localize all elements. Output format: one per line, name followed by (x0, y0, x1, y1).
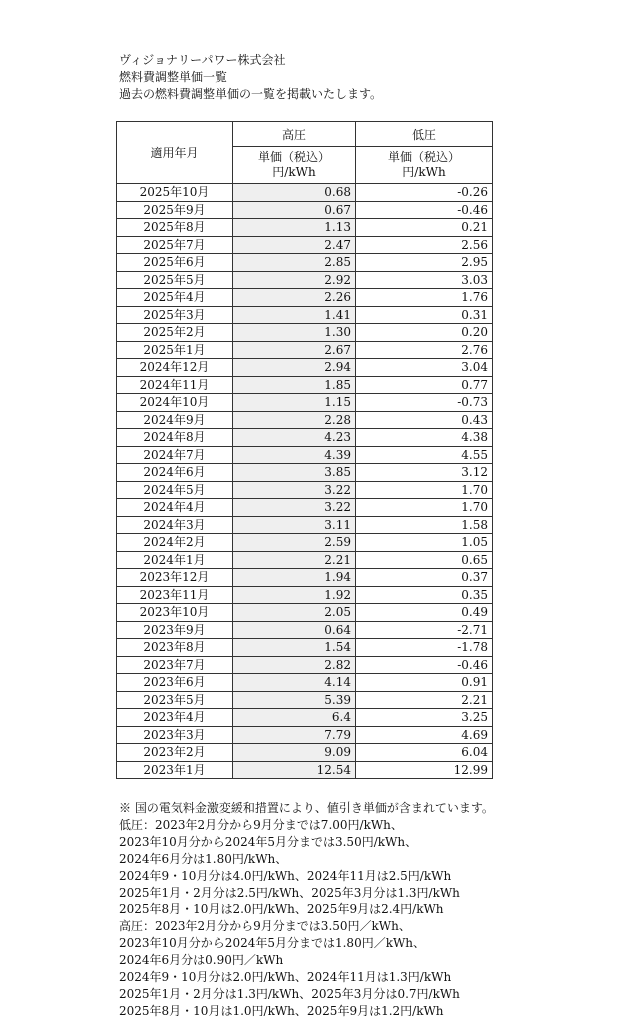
note-line: 2024年9・10月分は2.0円/kWh、2024年11月は1.3円/kWh (119, 970, 452, 985)
period-cell: 2023年10月 (117, 604, 233, 622)
period-cell: 2023年8月 (117, 639, 233, 657)
high-voltage-cell: 2.94 (233, 359, 356, 377)
table-row (117, 744, 493, 762)
table-row (117, 621, 493, 639)
period-cell: 2025年10月 (117, 184, 233, 202)
notes-section (119, 800, 494, 1020)
period-cell: 2024年1月 (117, 551, 233, 569)
period-cell: 2023年5月 (117, 691, 233, 709)
period-cell: 2023年1月 (117, 761, 233, 779)
low-voltage-cell: 1.05 (356, 534, 493, 552)
low-voltage-cell: 3.12 (356, 464, 493, 482)
high-voltage-cell: 1.85 (233, 376, 356, 394)
table-row (117, 271, 493, 289)
period-cell: 2024年3月 (117, 516, 233, 534)
low-voltage-cell: 0.91 (356, 674, 493, 692)
period-cell: 2025年5月 (117, 271, 233, 289)
period-cell: 2024年9月 (117, 411, 233, 429)
table-row (117, 254, 493, 272)
high-voltage-cell: 1.15 (233, 394, 356, 412)
period-cell: 2023年4月 (117, 709, 233, 727)
period-cell: 2024年8月 (117, 429, 233, 447)
low-voltage-cell: 0.35 (356, 586, 493, 604)
high-voltage-cell: 3.11 (233, 516, 356, 534)
table-row (117, 569, 493, 587)
table-row (117, 324, 493, 342)
table-row (117, 464, 493, 482)
note-line: ※ 国の電気料金激変緩和措置により、値引き単価が含まれています。 (119, 801, 494, 815)
period-cell: 2023年7月 (117, 656, 233, 674)
period-cell: 2023年12月 (117, 569, 233, 587)
low-voltage-cell: 2.76 (356, 341, 493, 359)
low-voltage-cell: -2.71 (356, 621, 493, 639)
high-voltage-cell: 1.30 (233, 324, 356, 342)
high-voltage-cell: 1.54 (233, 639, 356, 657)
low-voltage-cell: 1.76 (356, 289, 493, 307)
unit-header-high (233, 147, 356, 184)
column-header-period: 適用年月 (117, 122, 233, 184)
note-line: 2024年6月分は1.80円/kWh、 (119, 851, 288, 866)
period-cell: 2024年4月 (117, 499, 233, 517)
note-line: 2025年8月・10月は2.0円/kWh、2025年9月は2.4円/kWh (119, 902, 444, 917)
high-voltage-cell: 2.82 (233, 656, 356, 674)
high-voltage-cell: 2.28 (233, 411, 356, 429)
table-row (117, 376, 493, 394)
high-voltage-cell: 4.39 (233, 446, 356, 464)
company-name: ヴィジョナリーパワー株式会社 (119, 53, 286, 67)
low-voltage-cell: 2.56 (356, 236, 493, 254)
low-voltage-cell: 2.21 (356, 691, 493, 709)
period-cell: 2023年6月 (117, 674, 233, 692)
low-voltage-cell: 0.20 (356, 324, 493, 342)
table-row (117, 709, 493, 727)
period-cell: 2024年11月 (117, 376, 233, 394)
table-row (117, 726, 493, 744)
low-voltage-cell: -1.78 (356, 639, 493, 657)
period-cell: 2024年6月 (117, 464, 233, 482)
fuel-cost-adjustment-table (116, 121, 493, 779)
low-voltage-cell: 0.31 (356, 306, 493, 324)
note-line: 2023年10月分から2024年5月分までは1.80円／kWh、 (119, 936, 426, 951)
period-cell: 2024年10月 (117, 394, 233, 412)
high-voltage-cell: 1.41 (233, 306, 356, 324)
low-voltage-cell: 1.70 (356, 499, 493, 517)
high-voltage-cell: 0.67 (233, 201, 356, 219)
table-row (117, 481, 493, 499)
page-description: 過去の燃料費調整単価の一覧を掲載いたします。 (119, 87, 383, 101)
high-voltage-cell: 3.85 (233, 464, 356, 482)
low-voltage-cell: -0.46 (356, 201, 493, 219)
table-row (117, 359, 493, 377)
note-line: 2024年6月分は0.90円／kWh (119, 953, 284, 968)
high-voltage-cell: 4.23 (233, 429, 356, 447)
low-voltage-cell: 3.04 (356, 359, 493, 377)
low-voltage-cell: 3.03 (356, 271, 493, 289)
note-line: 2024年9・10月分は4.0円/kWh、2024年11月は2.5円/kWh (119, 868, 452, 883)
high-voltage-cell: 2.47 (233, 236, 356, 254)
low-voltage-cell: 0.21 (356, 219, 493, 237)
low-voltage-cell: 0.65 (356, 551, 493, 569)
high-voltage-cell: 0.68 (233, 184, 356, 202)
period-cell: 2023年2月 (117, 744, 233, 762)
low-voltage-cell: 0.77 (356, 376, 493, 394)
high-voltage-cell: 2.85 (233, 254, 356, 272)
high-voltage-cell: 2.05 (233, 604, 356, 622)
low-voltage-cell: 3.25 (356, 709, 493, 727)
period-cell: 2023年9月 (117, 621, 233, 639)
table-row (117, 184, 493, 202)
low-voltage-cell: -0.73 (356, 394, 493, 412)
period-cell: 2025年8月 (117, 219, 233, 237)
table-row (117, 306, 493, 324)
high-voltage-cell: 9.09 (233, 744, 356, 762)
high-voltage-cell: 2.59 (233, 534, 356, 552)
table-row (117, 674, 493, 692)
high-voltage-cell: 5.39 (233, 691, 356, 709)
table-row (117, 394, 493, 412)
low-voltage-cell: 0.37 (356, 569, 493, 587)
low-voltage-cell: 6.04 (356, 744, 493, 762)
period-cell: 2025年9月 (117, 201, 233, 219)
high-voltage-cell: 1.94 (233, 569, 356, 587)
table-row (117, 586, 493, 604)
table-row (117, 341, 493, 359)
high-voltage-cell: 4.14 (233, 674, 356, 692)
low-voltage-cell: 0.49 (356, 604, 493, 622)
low-voltage-cell: 2.95 (356, 254, 493, 272)
note-line: 2025年8月・10月は1.0円/kWh、2025年9月は1.2円/kWh (119, 1003, 444, 1018)
low-voltage-cell: 4.69 (356, 726, 493, 744)
low-voltage-cell: -0.46 (356, 656, 493, 674)
low-voltage-cell: -0.26 (356, 184, 493, 202)
period-cell: 2025年1月 (117, 341, 233, 359)
high-voltage-cell: 2.92 (233, 271, 356, 289)
table-row (117, 604, 493, 622)
table-row (117, 534, 493, 552)
low-voltage-cell: 0.43 (356, 411, 493, 429)
column-header-low-voltage: 低圧 (356, 122, 493, 147)
period-cell: 2023年3月 (117, 726, 233, 744)
table-row (117, 656, 493, 674)
unit-label: 単価（税込） (257, 150, 330, 164)
note-line: 高圧：2023年2月分から9月分までは3.50円／kWh、 (119, 919, 411, 934)
unit-value: 円/kWh (272, 165, 316, 179)
low-voltage-cell: 1.58 (356, 516, 493, 534)
table-row (117, 551, 493, 569)
table-row (117, 761, 493, 779)
table-row (117, 639, 493, 657)
period-cell: 2025年4月 (117, 289, 233, 307)
low-voltage-cell: 1.70 (356, 481, 493, 499)
unit-label: 単価（税込） (387, 150, 460, 164)
high-voltage-cell: 12.54 (233, 761, 356, 779)
table-row (117, 219, 493, 237)
page-title: 燃料費調整単価一覧 (119, 70, 228, 84)
high-voltage-cell: 1.13 (233, 219, 356, 237)
table-row (117, 411, 493, 429)
period-cell: 2024年2月 (117, 534, 233, 552)
unit-header-low (356, 147, 493, 184)
period-cell: 2024年5月 (117, 481, 233, 499)
high-voltage-cell: 6.4 (233, 709, 356, 727)
period-cell: 2023年11月 (117, 586, 233, 604)
table-row (117, 499, 493, 517)
low-voltage-cell: 4.55 (356, 446, 493, 464)
note-line: 2025年1月・2月分は2.5円/kWh、2025年3月分は1.3円/kWh (119, 885, 460, 900)
high-voltage-cell: 3.22 (233, 481, 356, 499)
note-line: 低圧：2023年2月分から9月分までは7.00円/kWh、 (119, 817, 403, 832)
period-cell: 2024年7月 (117, 446, 233, 464)
period-cell: 2025年7月 (117, 236, 233, 254)
period-cell: 2025年6月 (117, 254, 233, 272)
unit-value: 円/kWh (402, 165, 446, 179)
table-row (117, 429, 493, 447)
table-row (117, 691, 493, 709)
high-voltage-cell: 2.21 (233, 551, 356, 569)
table-row (117, 236, 493, 254)
high-voltage-cell: 1.92 (233, 586, 356, 604)
page-header (119, 52, 382, 103)
low-voltage-cell: 4.38 (356, 429, 493, 447)
rate-rows (117, 184, 493, 779)
period-cell: 2024年12月 (117, 359, 233, 377)
table-row (117, 289, 493, 307)
note-line: 2025年1月・2月分は1.3円/kWh、2025年3月分は0.7円/kWh (119, 986, 460, 1001)
table-row (117, 201, 493, 219)
high-voltage-cell: 0.64 (233, 621, 356, 639)
period-cell: 2025年3月 (117, 306, 233, 324)
table-row (117, 446, 493, 464)
column-header-high-voltage: 高圧 (233, 122, 356, 147)
note-line: 2023年10月分から2024年5月分までは3.50円/kWh、 (119, 834, 418, 849)
low-voltage-cell: 12.99 (356, 761, 493, 779)
high-voltage-cell: 7.79 (233, 726, 356, 744)
high-voltage-cell: 3.22 (233, 499, 356, 517)
high-voltage-cell: 2.26 (233, 289, 356, 307)
period-cell: 2025年2月 (117, 324, 233, 342)
high-voltage-cell: 2.67 (233, 341, 356, 359)
table-row (117, 516, 493, 534)
